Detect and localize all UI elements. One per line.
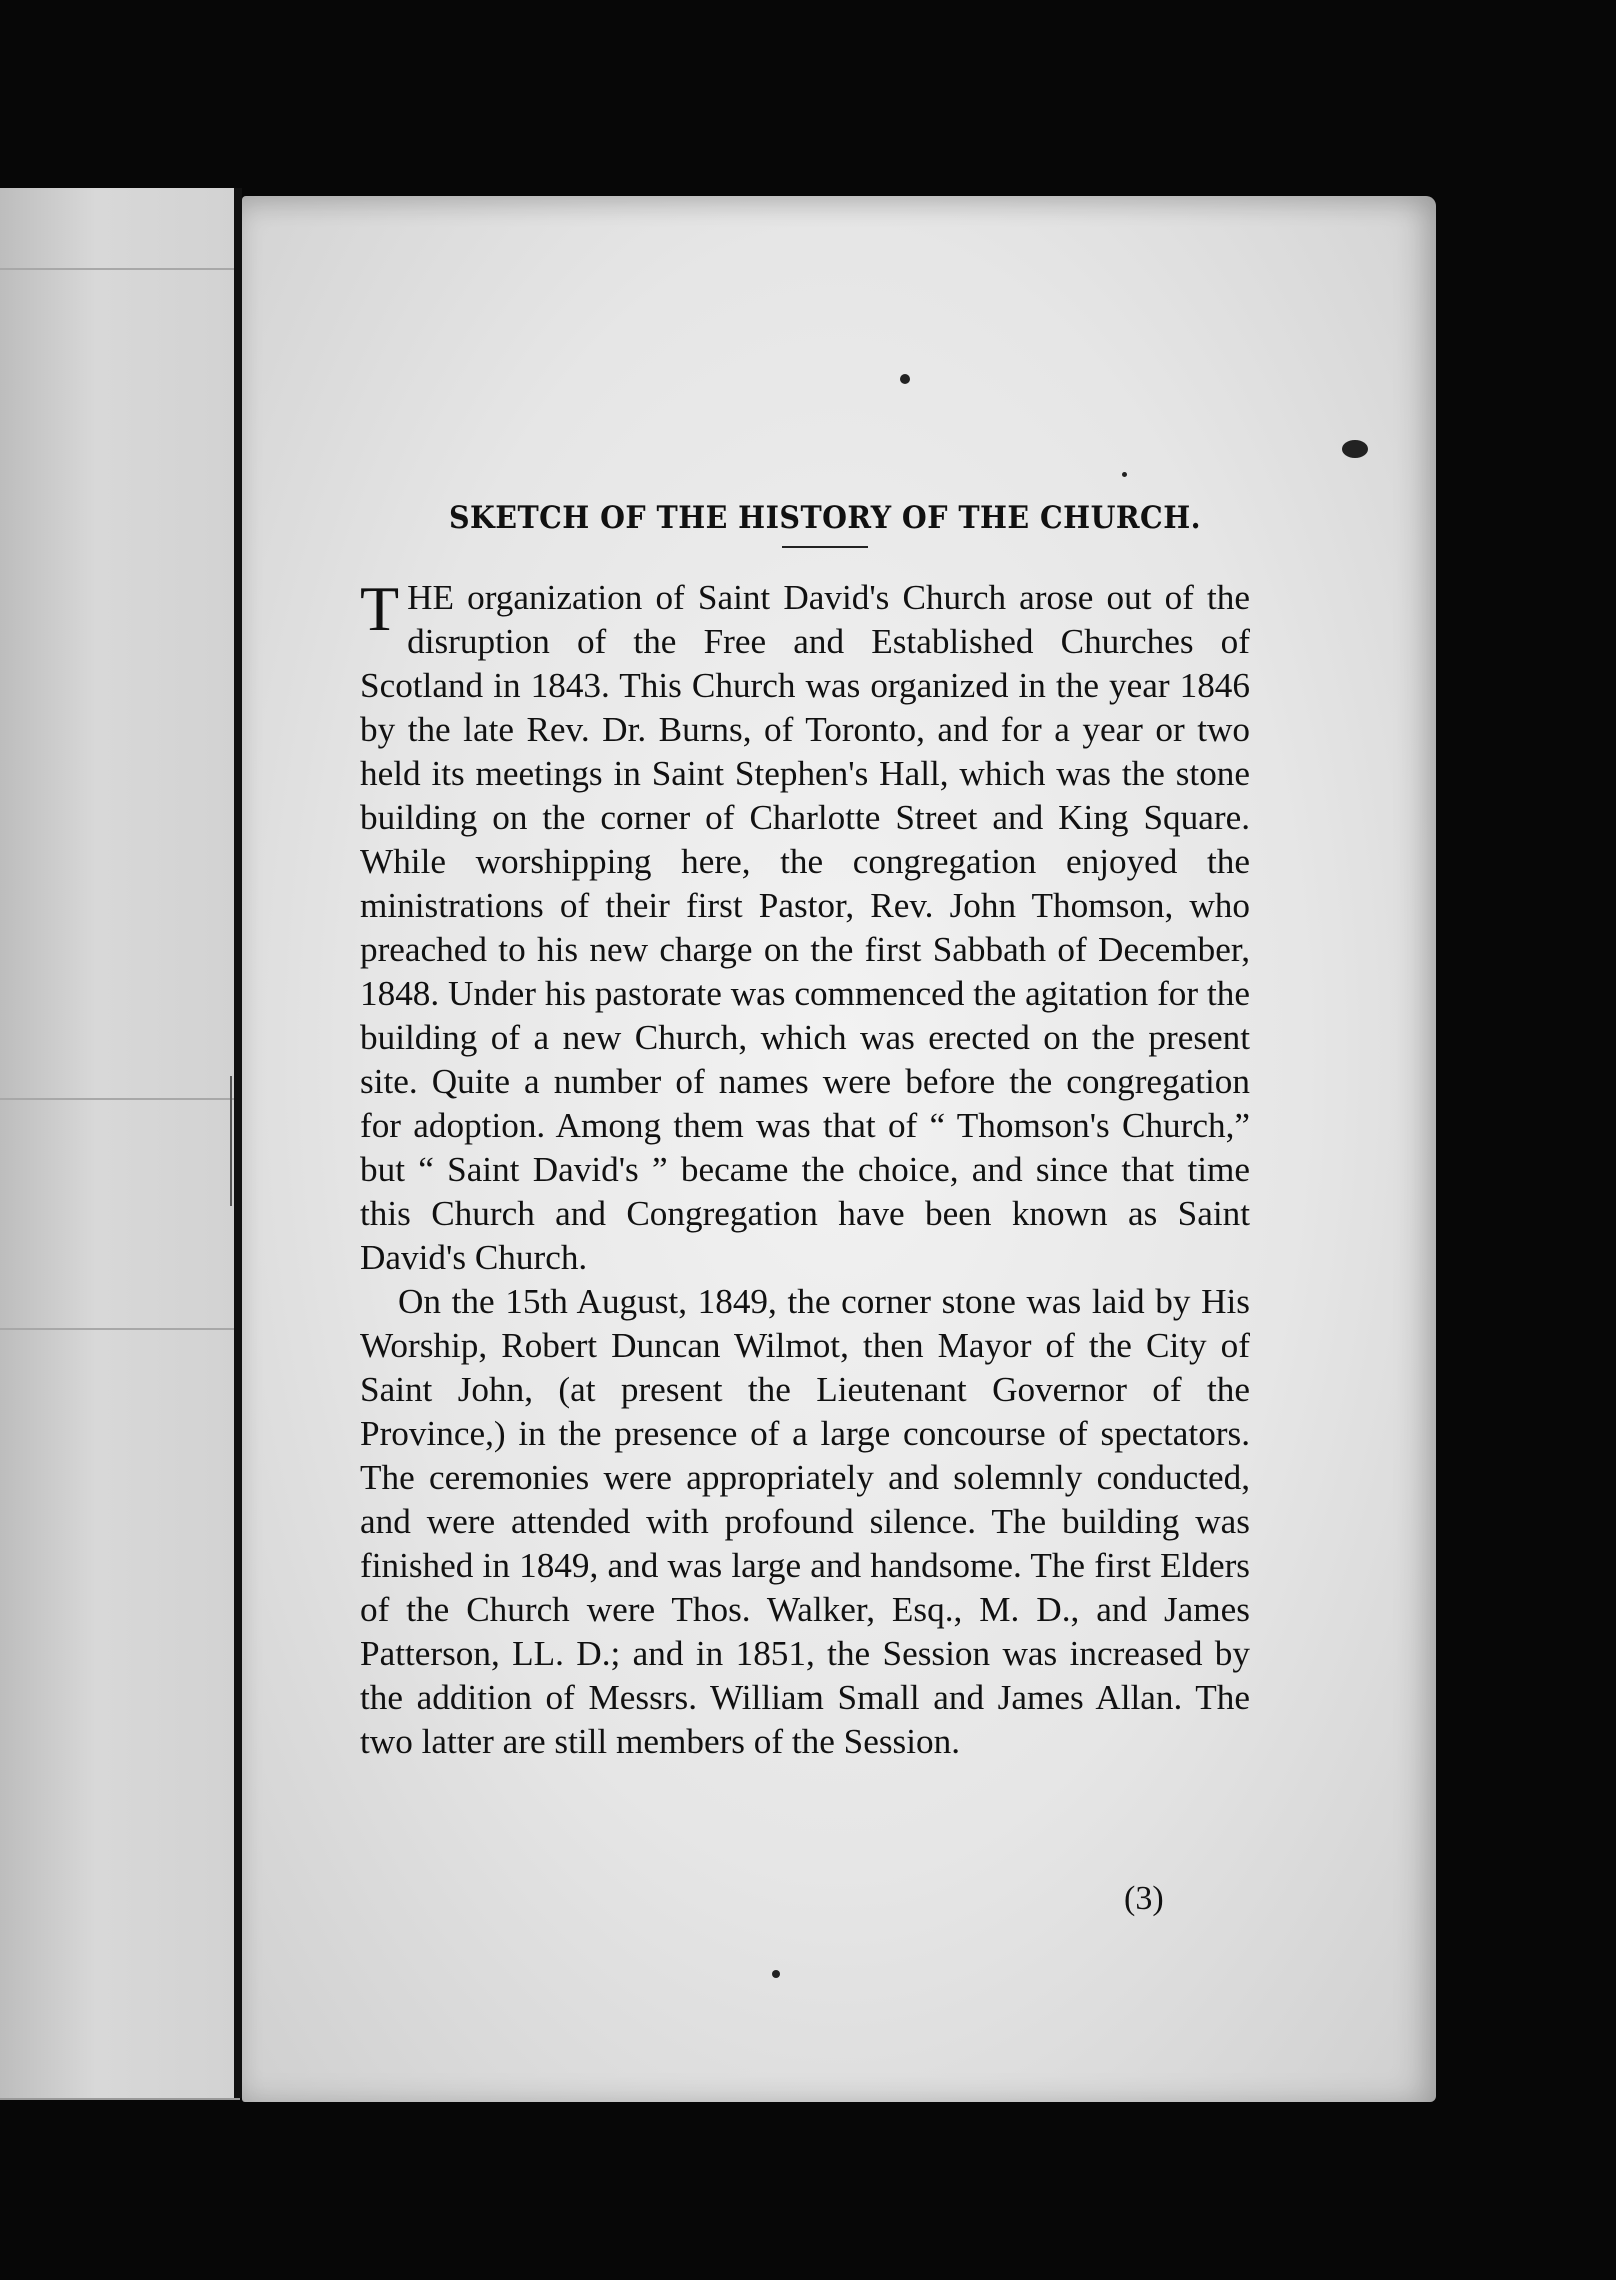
dust-speck — [772, 1970, 780, 1978]
body-text — [360, 573, 1250, 1764]
drop-cap: T — [360, 573, 400, 644]
dust-speck — [900, 374, 910, 384]
page-content — [360, 500, 1250, 1764]
facing-page-edge — [0, 188, 240, 2100]
page-number: (3) — [1124, 1880, 1164, 1917]
paragraph-1 — [360, 573, 1250, 1280]
dust-speck — [1122, 472, 1127, 477]
paragraph-2 — [360, 1280, 1250, 1764]
paragraph-1-text: HE organization of Saint David's Church arose out of the disruption of the Free and Established Churches of Scotland in 1843. This Church was organized in the year 1846 by the late Rev. Dr. Burns, of Toronto, and for a year or two held its meetings in Saint Stephen's Hall, which was the stone building on the corner of Charlotte Street and King Square. While worshipping here, the congregation enjoyed the ministrations of their first Pastor, Rev. John Thomson, who preached to his new charge on the first Sabbath of December, 1848. Under his pastorate was commenced the agitation for the building of a new Church, which was erected on the present site. Quite a number of names were before the congregation for adoption. Among them was that of “ Thomson's Church,” but “ Saint David's ” became the choice, and since that time this Church and Congregation have been known as Saint David's Church. — [360, 578, 1250, 1277]
page-gutter — [234, 188, 242, 2098]
page-scratch — [230, 1076, 232, 1206]
page-title: SKETCH OF THE HISTORY OF THE CHURCH. — [448, 500, 1202, 536]
paragraph-2-text: On the 15th August, 1849, the corner stone was laid by His Worship, Robert Duncan Wilmot, then Mayor of the City of Saint John, (at present the Lieutenant Governor of the Province,) in the presence of a large concourse of spectators. The ceremonies were appropriately and solemnly conducted, and were attended with profound silence. The building was finished in 1849, and was large and handsome. The first Elders of the Church were Thos. Walker, Esq., M. D., and James Patterson, LL. D.; and in 1851, the Session was increased by the addition of Messrs. William Small and James Allan. The two latter are still members of the Session. — [360, 1282, 1250, 1761]
title-rule — [782, 546, 868, 548]
ink-blot — [1342, 440, 1368, 458]
